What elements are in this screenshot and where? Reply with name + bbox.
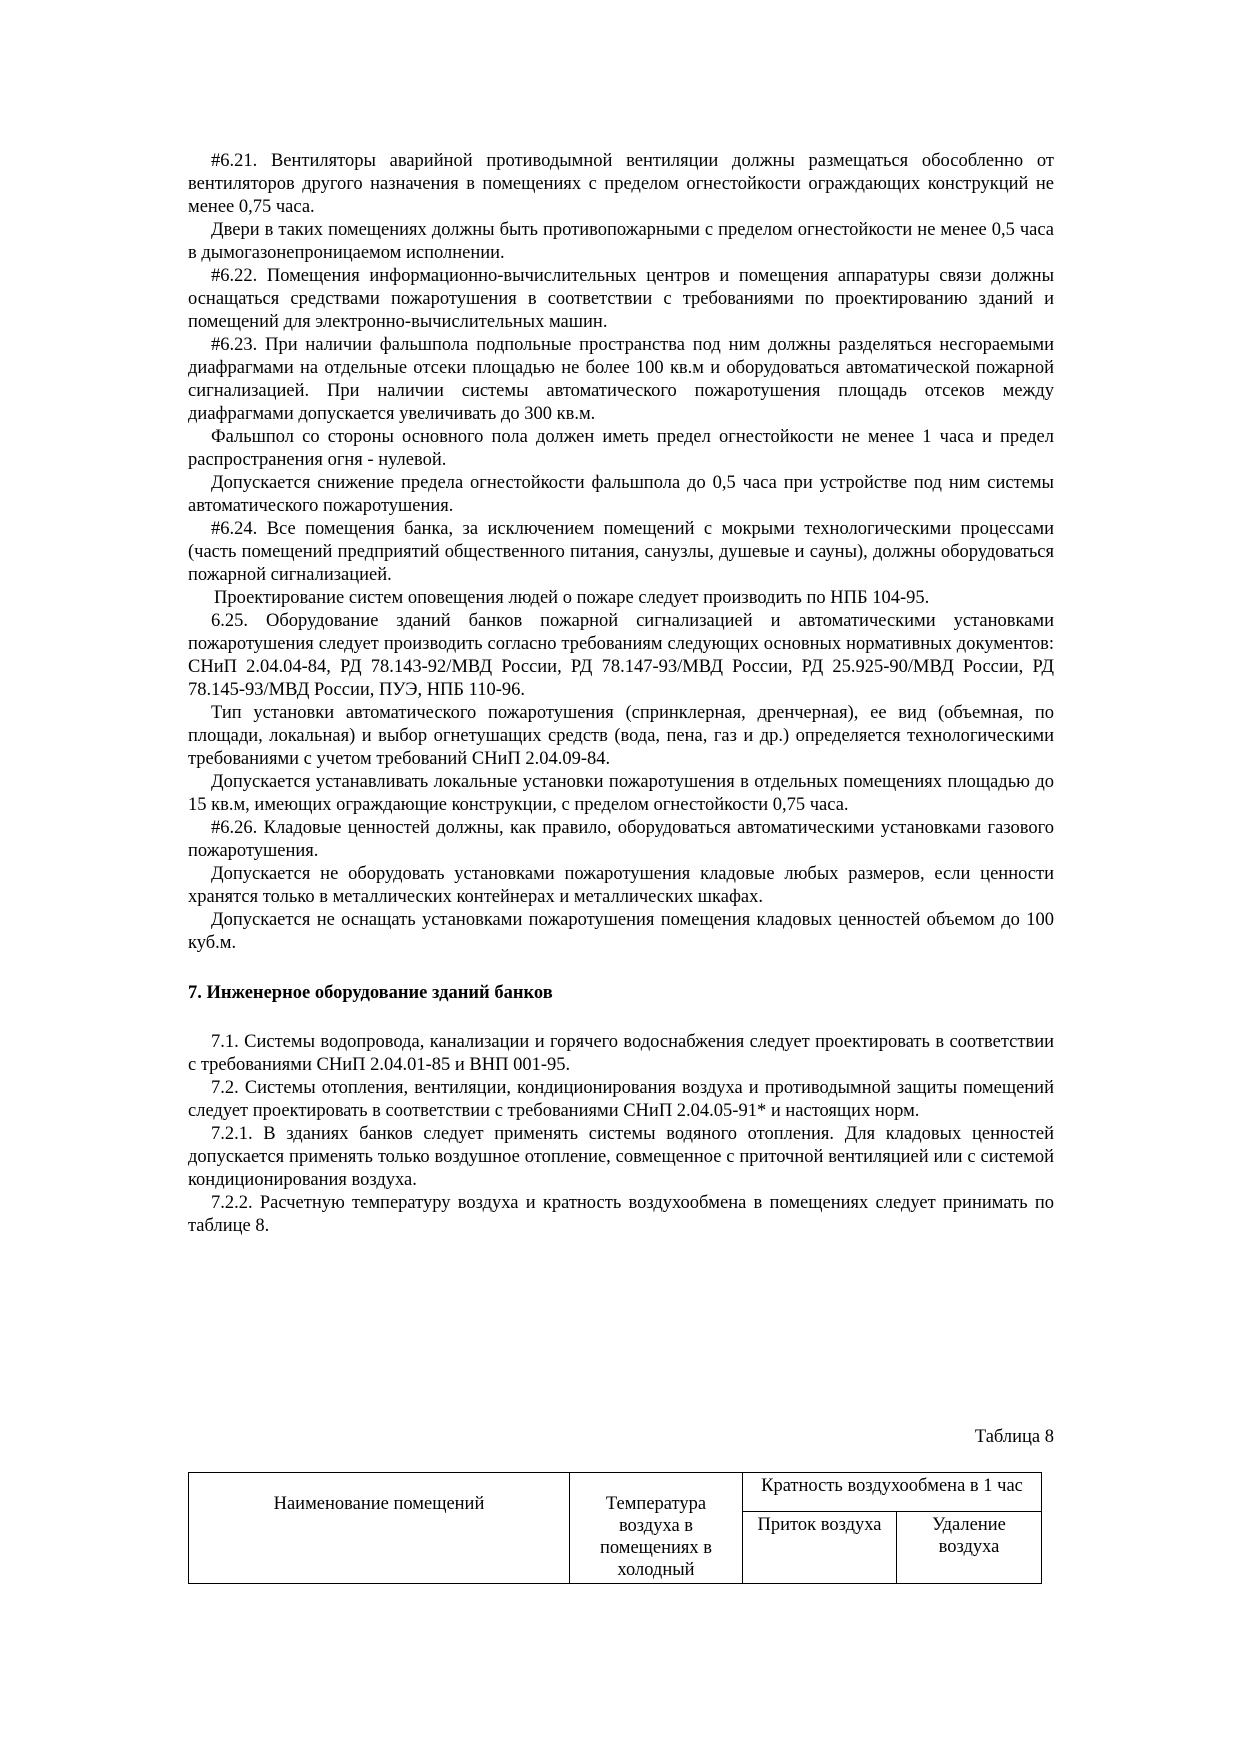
paragraph: Допускается снижение предела огнестойкости фальшпола до 0,5 часа при устройстве под ним системы автоматического пожаротушения.	[188, 473, 1054, 516]
header-cell-temperature: Температура воздуха в помещениях в холодный	[570, 1473, 743, 1584]
paragraph: Фальшпол со стороны основного пола должен иметь предел огнестойкости не менее 1 часа и предел распространения огня - нулевой.	[188, 427, 1054, 470]
table-caption: Таблица 8	[974, 1427, 1054, 1447]
paragraph: 6.25. Оборудование зданий банков пожарной сигнализацией и автоматическими установками пожаротушения следует производить согласно требованиям следующих основных нормативных документов: СНиП 2.04.04-84, РД 78.143-92/МВД России, РД 78.147-93/МВД России, РД 25.925-90/МВД России, РД 78.145-93/МВД России, ПУЭ, НПБ 110-96.	[188, 611, 1054, 700]
paragraph: Допускается не оснащать установками пожаротушения помещения кладовых ценностей объемом до 100 куб.м.	[188, 910, 1054, 953]
paragraph: #6.26. Кладовые ценностей должны, как правило, оборудоваться автоматическими установками газового пожаротушения.	[188, 818, 1054, 861]
paragraph: Допускается не оборудовать установками пожаротушения кладовые любых размеров, если ценности хранятся только в металлических контейнерах и металлических шкафах.	[188, 864, 1054, 907]
paragraph: #6.22. Помещения информационно-вычислительных центров и помещения аппаратуры связи должны оснащаться средствами пожаротушения в соответствии с требованиями по проектированию зданий и помещений для электронно-вычислительных машин.	[188, 266, 1054, 332]
table-header-row	[189, 1473, 1042, 1512]
header-cell-name: Наименование помещений	[189, 1473, 570, 1584]
paragraph: #6.24. Все помещения банка, за исключением помещений с мокрыми технологическими процессами (часть помещений предприятий общественного питания, санузлы, душевые и сауны), должны оборудоваться пожарной сигнализацией.	[188, 519, 1054, 585]
paragraph: 7.2.2. Расчетную температуру воздуха и кратность воздухообмена в помещениях следует принимать по таблице 8.	[188, 1193, 1054, 1236]
paragraph: Двери в таких помещениях должны быть противопожарными с пределом огнестойкости не менее 0,5 часа в дымогазонепроницаемом исполнении.	[188, 220, 1054, 263]
header-cell-air-exchange-rate: Кратность воздухообмена в 1 час	[743, 1473, 1042, 1512]
paragraph: #6.23. При наличии фальшпола подпольные пространства под ним должны разделяться несгораемыми диафрагмами на отдельные отсеки площадью не более 100 кв.м и оборудоваться автоматической пожарной сигнализацией. При наличии системы автоматического пожаротушения площадь отсеков между диафрагмами допускается увеличивать до 300 кв.м.	[188, 335, 1054, 424]
paragraph: Проектирование систем оповещения людей о пожаре следует производить по НПБ 104-95.	[214, 588, 930, 608]
section-heading: 7. Инженерное оборудование зданий банков	[188, 983, 553, 1003]
paragraph: 7.2.1. В зданиях банков следует применять системы водяного отопления. Для кладовых ценностей допускается применять только воздушное отопление, совмещенное с приточной вентиляцией или с системой кондиционирования воздуха.	[188, 1124, 1054, 1190]
table-8	[188, 1472, 1042, 1584]
paragraph: 7.1. Системы водопровода, канализации и горячего водоснабжения следует проектировать в соответствии с требованиями СНиП 2.04.01-85 и ВНП 001-95.	[188, 1032, 1054, 1075]
paragraph: #6.21. Вентиляторы аварийной противодымной вентиляции должны размещаться обособленно от вентиляторов другого назначения в помещениях с пределом огнестойкости ограждающих конструкций не менее 0,75 часа.	[188, 151, 1054, 217]
header-cell-supply: Приток воздуха	[743, 1512, 897, 1584]
paragraph: Тип установки автоматического пожаротушения (спринклерная, дренчерная), ее вид (объемная, по площади, локальная) и выбор огнетушащих средств (вода, пена, газ и др.) определяется технологическими требованиями с учетом требований СНиП 2.04.09-84.	[188, 703, 1054, 769]
paragraph: 7.2. Системы отопления, вентиляции, кондиционирования воздуха и противодымной защиты помещений следует проектировать в соответствии с требованиями СНиП 2.04.05-91* и настоящих норм.	[188, 1078, 1054, 1121]
document-body	[188, 150, 1054, 1238]
paragraph: Допускается устанавливать локальные установки пожаротушения в отдельных помещениях площадью до 15 кв.м, имеющих ограждающие конструкции, с пределом огнестойкости 0,75 часа.	[188, 772, 1054, 815]
header-cell-exhaust: Удаление воздуха	[897, 1512, 1042, 1584]
